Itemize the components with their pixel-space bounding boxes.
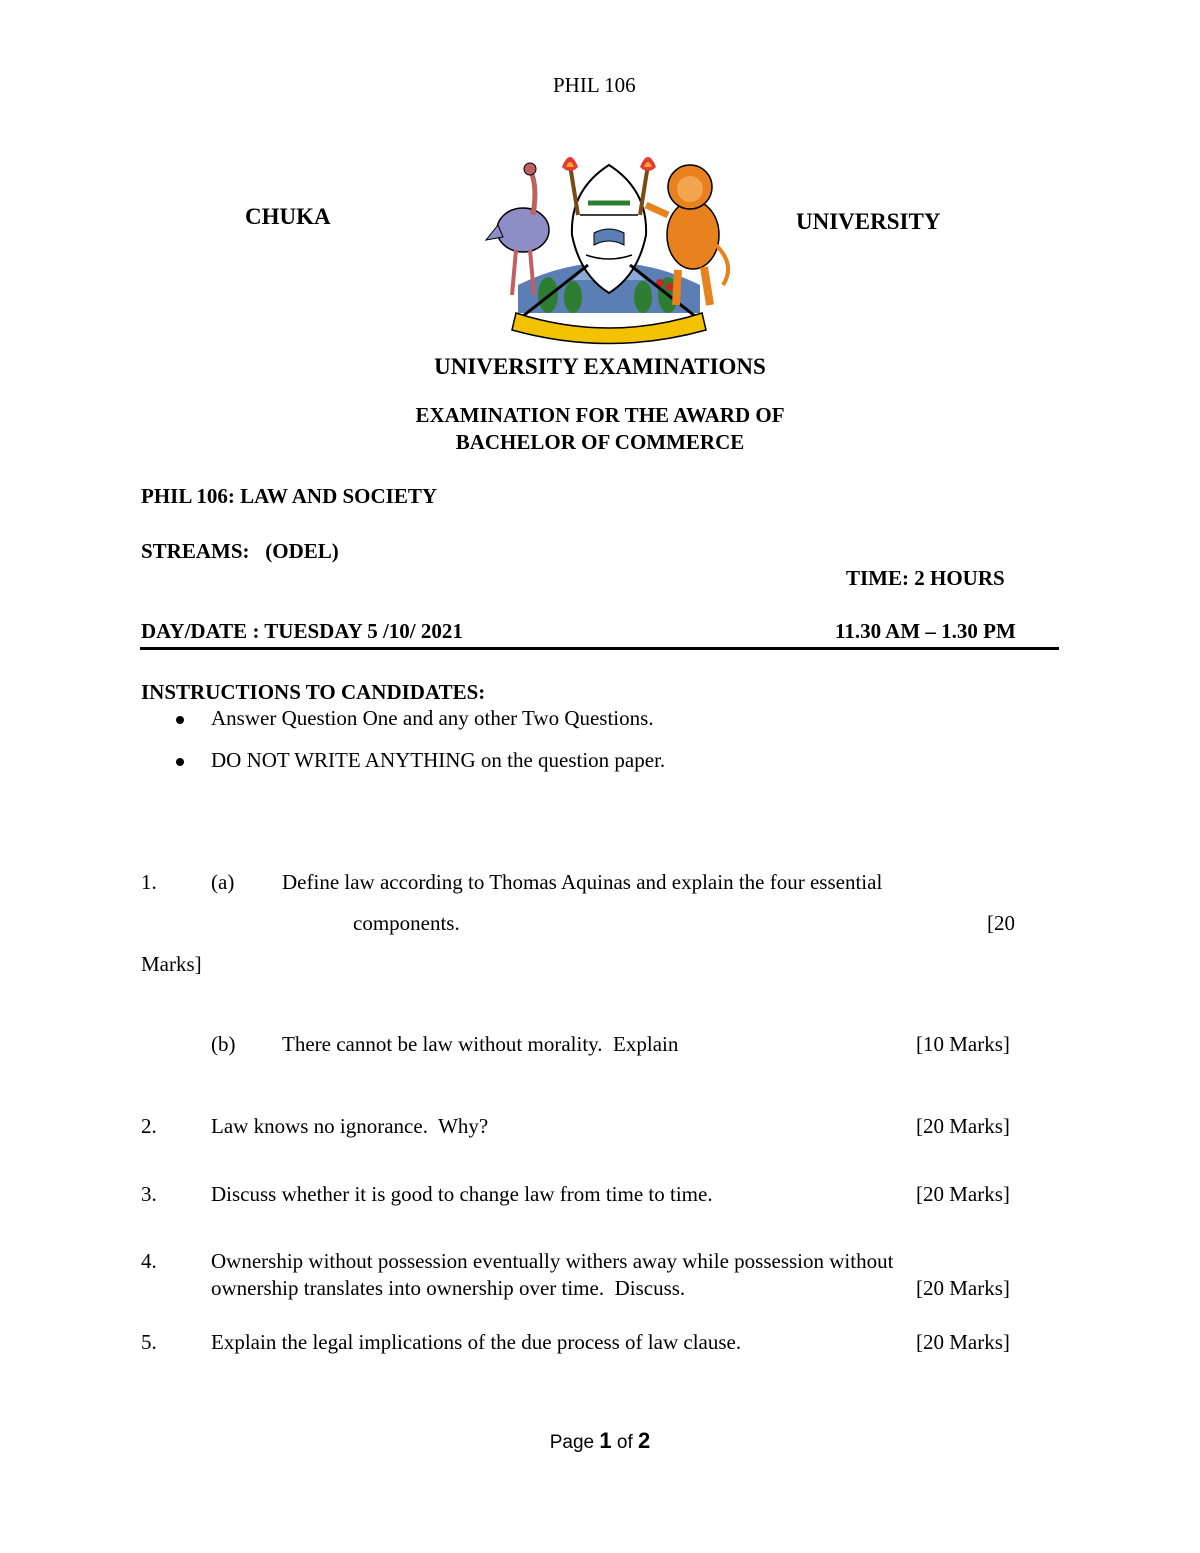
title-left: CHUKA (245, 204, 331, 229)
title-right: UNIVERSITY (796, 209, 941, 234)
q1a-text-continued: components. (353, 911, 460, 935)
q1a-marks-open: [20 (987, 911, 1015, 935)
course-title: PHIL 106: LAW AND SOCIETY (141, 484, 438, 508)
q4-marks: [20 Marks] (916, 1276, 1010, 1300)
instruction-text-2: DO NOT WRITE ANYTHING on the question paper. (211, 748, 666, 772)
q3-number: 3. (141, 1182, 157, 1206)
q1a-marks-close: Marks] (141, 952, 202, 976)
q1b-marks: [10 Marks] (916, 1032, 1010, 1056)
bullet-icon (176, 758, 184, 766)
q4-text-line2: ownership translates into ownership over time. Discuss. (211, 1276, 686, 1300)
q1-number: 1. (141, 870, 157, 894)
streams: STREAMS: (ODEL) (141, 539, 339, 563)
award-line-2: BACHELOR OF COMMERCE (455, 430, 745, 454)
q4-number: 4. (141, 1249, 157, 1273)
q1b-label: (b) (211, 1032, 236, 1056)
page-number: 1 (599, 1428, 612, 1453)
instruction-text-1: Answer Question One and any other Two Questions. (211, 706, 654, 730)
q1a-label: (a) (211, 870, 235, 894)
award-line-1: EXAMINATION FOR THE AWARD OF (415, 403, 785, 427)
exam-heading: UNIVERSITY EXAMINATIONS (434, 354, 766, 379)
header-divider (140, 647, 1059, 650)
q5-marks: [20 Marks] (916, 1330, 1010, 1354)
page-total: 2 (638, 1428, 651, 1453)
q1b-text: There cannot be law without morality. Explain (282, 1032, 679, 1056)
page-footer (0, 1428, 1200, 1454)
q5-number: 5. (141, 1330, 157, 1354)
instructions-heading: INSTRUCTIONS TO CANDIDATES: (141, 680, 486, 704)
q3-marks: [20 Marks] (916, 1182, 1010, 1206)
q3-text: Discuss whether it is good to change law from time to time. (211, 1182, 713, 1206)
q5-text: Explain the legal implications of the due process of law clause. (211, 1330, 742, 1354)
exam-hours: 11.30 AM – 1.30 PM (835, 619, 1016, 643)
header-course-code: PHIL 106 (553, 73, 636, 97)
of-word: of (616, 1432, 633, 1453)
q4-text-line1: Ownership without possession eventually withers away while possession without (211, 1249, 894, 1273)
q1a-text: Define law according to Thomas Aquinas and explain the four essential (282, 870, 883, 894)
q2-number: 2. (141, 1114, 157, 1138)
bullet-icon (176, 716, 184, 724)
q2-marks: [20 Marks] (916, 1114, 1010, 1138)
q2-text: Law knows no ignorance. Why? (211, 1114, 489, 1138)
university-crest-logo (478, 145, 740, 345)
page-word: Page (549, 1432, 595, 1453)
exam-time: TIME: 2 HOURS (846, 566, 1005, 590)
exam-daydate: DAY/DATE : TUESDAY 5 /10/ 2021 (141, 619, 463, 643)
